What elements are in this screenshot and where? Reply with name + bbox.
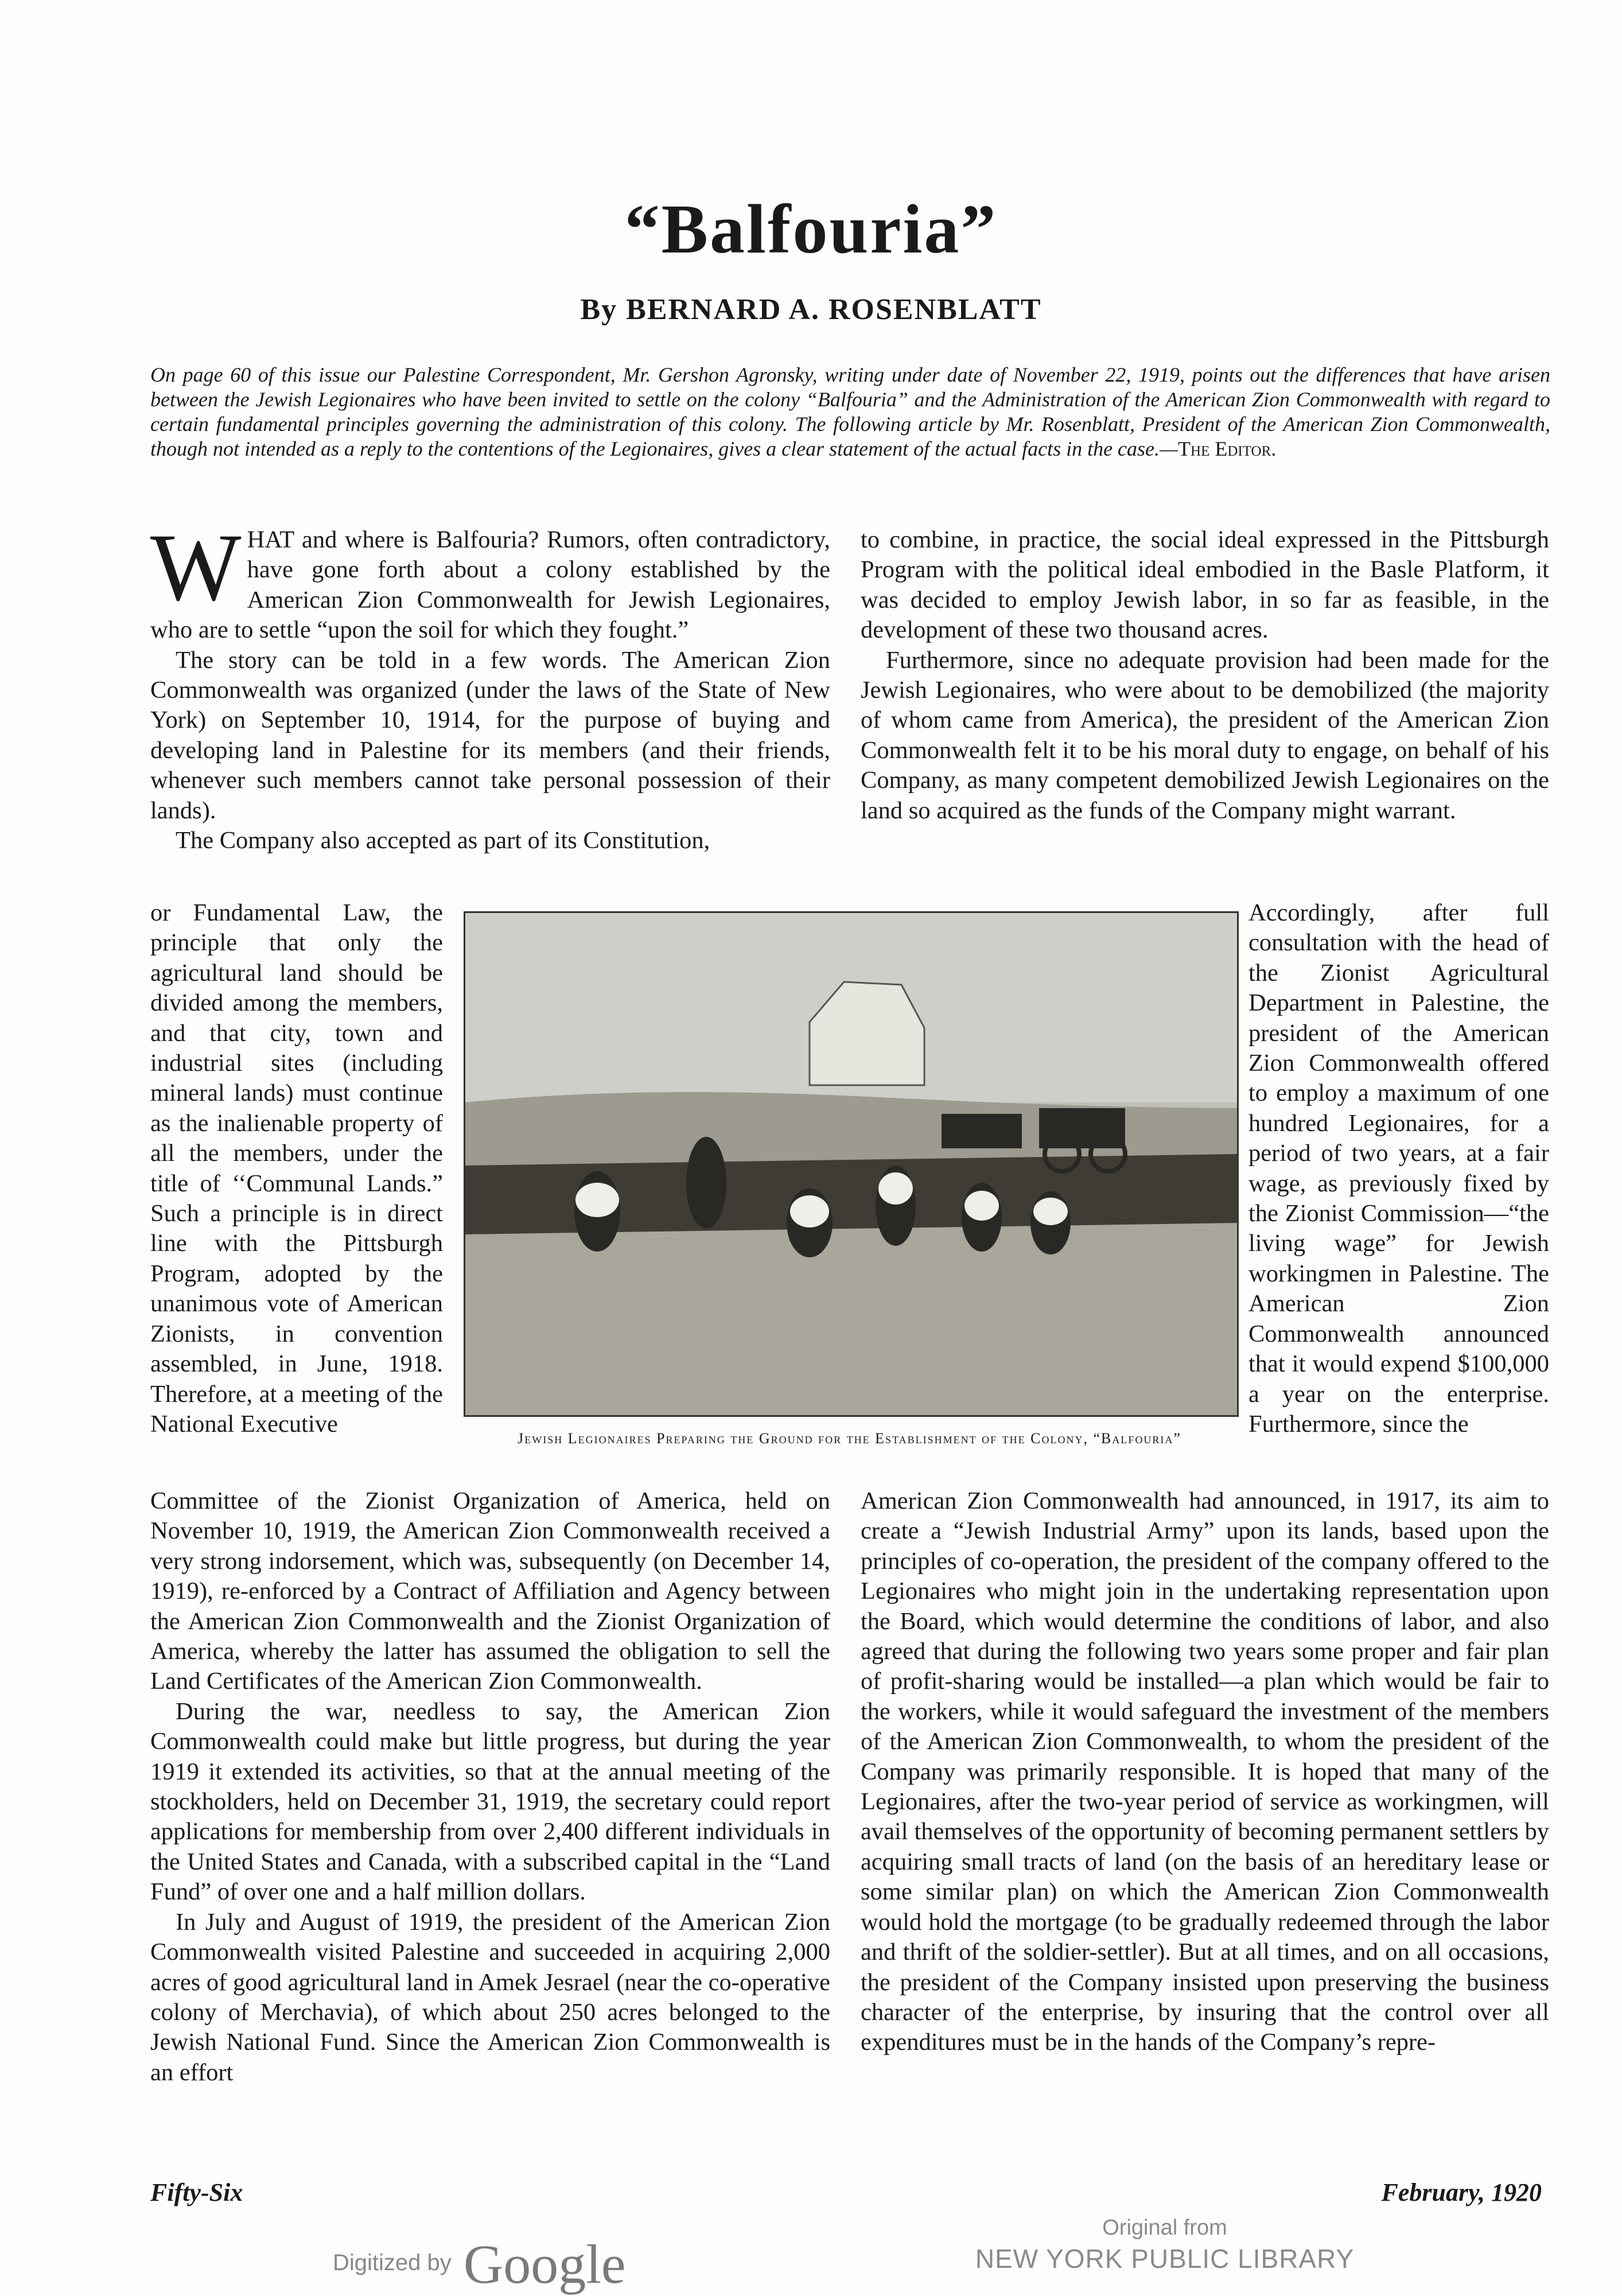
paragraph: or Fundamental Law, the principle that only the agricultural land should be divided among the members, and that city, town and industrial sites (including mineral lands) must continue as the inalienable property of all the members, under the title of ‘‘Communal Lands.” Such a principle is in direct line with the Pittsburgh Program, adopted by the unanimous vote of American Zionists, in convention assembled, in June, 1918. Therefore, at a meeting of the National Executive (150, 899, 443, 1438)
digitized-by-watermark (333, 2232, 626, 2296)
google-logo: Google (463, 2233, 626, 2295)
paragraph: American Zion Commonwealth had announced, in 1917, its aim to create a “Jewish Industrial Army” upon its lands, based upon the principles of co-operation, the president of the company offered to the Legionaires who might join in the undertaking representation upon the Board, which would determine the conditions of labor, and also agreed that during the following two years some proper and fair plan of profit-sharing would be installed—a plan which would be fair to the workers, while it would safeguard the investment of the members of the American Zion Commonwealth, to whom the president of the Company was primarily responsible. It is hoped that many of the Legionaires, after the two-year period of service as workingmen, will avail themselves of the opportunity of becoming permanent settlers by acquiring small tracts of land (on the basis of an hereditary lease or some similar plan) on which the American Zion Commonwealth would hold the mortgage (to be gradually redeemed through the labor and thrift of the soldier-settler). But at all times, and on all occasions, the president of the Company insisted upon preserving the business character of the enterprise, by insuring that the control over all expenditures must be in the hands of the Company’s repre- (861, 1487, 1549, 2056)
original-from-label: Original from (1102, 2216, 1227, 2240)
byline: By BERNARD A. ROSENBLATT (580, 293, 1042, 326)
library-name: NEW YORK PUBLIC LIBRARY (975, 2244, 1355, 2274)
page-number: Fifty-Six (150, 2178, 243, 2206)
photo-illustration (465, 913, 1237, 1415)
drop-cap: W (150, 514, 242, 621)
paragraph: Furthermore, since no adequate provision had been made for the Jewish Legionaires, who were about to be demobilized (the majority of whom came from America), the president of the American Zion Commonwealth felt it to be his moral duty to engage, on behalf of his Company, as many competent demobilized Jewish Legionaires on the land so acquired as the funds of the Company might warrant. (861, 646, 1549, 824)
column-left-narrow (150, 898, 443, 1439)
issue-date: February, 1920 (1381, 2178, 1542, 2206)
column-left-top (150, 514, 830, 856)
editor-note (150, 363, 1550, 461)
paragraph-text: HAT and where is Balfouria? Rumors, often contradictory, have gone forth about a colony established by the American Zion Commonwealth for Jewish Legionaires, who are to settle “upon the soil for which they fought.” (150, 526, 830, 644)
editor-signature: The Editor. (1178, 437, 1277, 460)
paragraph: Committee of the Zionist Organization of America, held on November 10, 1919, the American Zion Commonwealth received a very strong indorsement, which was, subsequently (on December 14, 1919), re-enforced by a Contract of Affiliation and Agency between the American Zion Commonwealth and the Zionist Organization of America, whereby the latter has assumed the obligation to sell the Land Certificates of the American Zion Commonwealth. (150, 1487, 830, 1695)
original-source-watermark (941, 2212, 1388, 2274)
photo-legionaires (464, 911, 1239, 1417)
paragraph (150, 514, 830, 646)
paragraph: The Company also accepted as part of its Constitution, (176, 827, 710, 854)
column-left-bottom (150, 1486, 830, 2088)
paragraph: The story can be told in a few words. The American Zion Commonwealth was organized (under the laws of the State of New York) on September 10, 1914, for the purpose of buying and developing land in Palestine for its members (and their friends, whenever such members cannot take personal possession of their lands). (150, 646, 830, 824)
paragraph: In July and August of 1919, the president of the American Zion Commonwealth visited Palestine and succeeded in acquiring 2,000 acres of good agricultural land in Amek Jesrael (near the co-operative colony of Merchavia), of which about 250 acres belonged to the Jewish National Fund. Since the American Zion Commonwealth is an effort (150, 1908, 830, 2086)
column-right-bottom (861, 1486, 1549, 2058)
paragraph: to combine, in practice, the social ideal expressed in the Pittsburgh Program with the political ideal embodied in the Basle Platform, it was decided to employ Jewish labor, in so far as feasible, in the development of these two thousand acres. (861, 526, 1549, 644)
paragraph: During the war, needless to say, the American Zion Commonwealth could make but little progress, but during the year 1919 it extended its activities, so that at the annual meeting of the stockholders, held on December 31, 1919, the secretary could report applications for membership from over 2,400 different individuals in the United States and Canada, with a subscribed capital in the “Land Fund” of over one and a half million dollars. (150, 1697, 830, 1906)
digitized-label: Digitized by (333, 2250, 452, 2276)
paragraph: Accordingly, after full consultation with the head of the Zionist Agricultural Department in Palestine, the president of the American Zion Commonwealth offered to employ a maximum of one hundred Legionaires, for a period of two years, at a fair wage, as previously fixed by the Zionist Commission—“the living wage” for Jewish workingmen in Palestine. The American Zion Commonwealth announced that it would expend $100,000 a year on the enterprise. Furthermore, since the (1248, 899, 1549, 1438)
column-right-top (861, 525, 1549, 826)
article-title: “Balfouria” (624, 191, 998, 268)
column-right-narrow (1248, 898, 1549, 1439)
photo-caption: Jewish Legionaires Preparing the Ground for the Establishment of the Colony, “Balfouria” (518, 1430, 1181, 1447)
editor-note-text: On page 60 of this issue our Palestine Correspondent, Mr. Gershon Agronsky, writing under date of November 22, 1919, points out the differences that have arisen between the Jewish Legionaires who have been invited to settle on the colony “Balfouria” and the Administration of the American Zion Commonwealth with regard to certain fundamental principles governing the administration of this colony. The following article by Mr. Rosenblatt, President of the American Zion Commonwealth, though not intended as a reply to the contentions of the Legionaires, gives a clear statement of the actual facts in the case.— (150, 363, 1550, 460)
